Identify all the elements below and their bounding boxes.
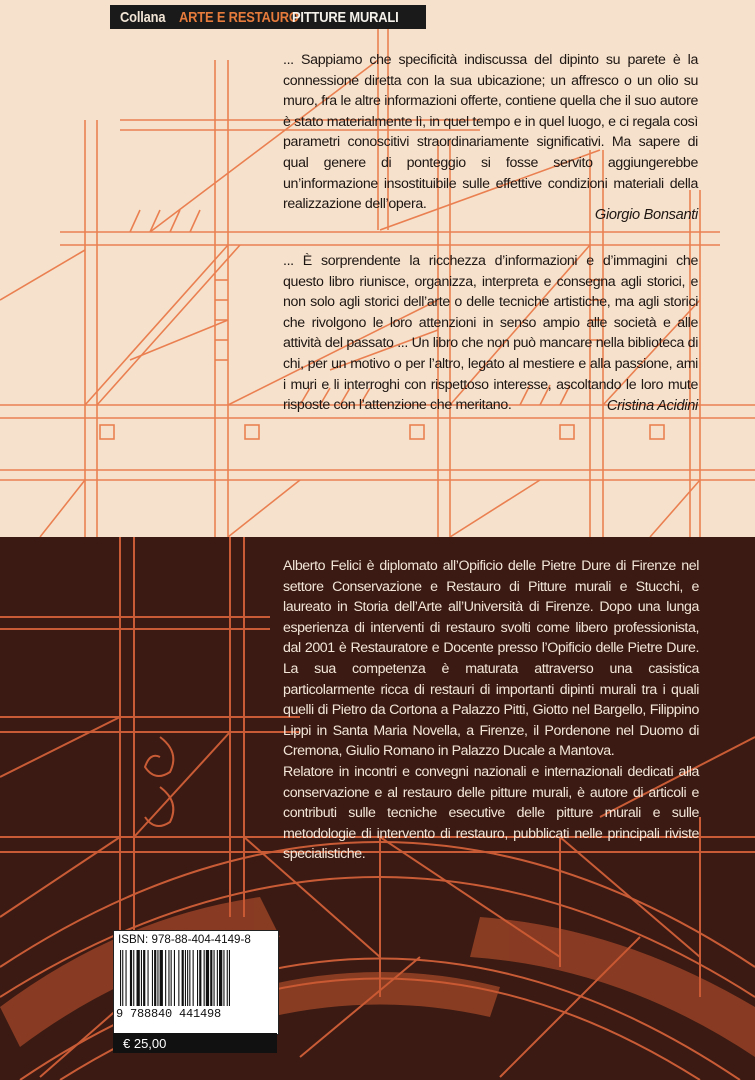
- series-header: [0, 0, 755, 32]
- barcode-bar: [185, 950, 186, 1006]
- upper-panel: [0, 0, 755, 537]
- author-biography: [283, 556, 699, 865]
- barcode-bar: [217, 950, 218, 1006]
- barcode-bar: [187, 950, 188, 1006]
- series-pitture-murali-label: PITTURE MURALI: [292, 8, 399, 26]
- barcode-bar: [182, 950, 184, 1006]
- quote-bonsanti: [283, 50, 698, 215]
- barcode-bar: [193, 950, 194, 1006]
- barcode-bar: [120, 950, 121, 1006]
- quote-acidini-text: ... È sorprendente la ricchezza d’informazioni e d’immagini che questo libro riunisce, organizza, interpreta e consegna agli storici, e non solo agli storici dell’arte o delle tecniche artistiche, ma agli storici che rivolgono le loro attenzioni in senso ampio alle società e alle attività del passato ... Un libro che non può mancare nella biblioteca di chi, per un motivo o per l’altro, legato al mestiere e alla passione, ami i muri e li interroghi con rispettoso interesse, ascoltando le loro mute risposte con l’attenzione che meritano.: [283, 253, 698, 414]
- barcode-bars: [118, 950, 274, 1008]
- barcode-digits: 9 788840 441498: [116, 1007, 222, 1021]
- barcode-bar: [206, 950, 209, 1006]
- barcode-bar: [160, 950, 163, 1006]
- series-arte-restauro-label: ARTE E RESTAURO: [178, 8, 299, 26]
- barcode-bar: [171, 950, 172, 1006]
- isbn-text: ISBN: 978-88-404-4149-8: [118, 933, 251, 946]
- barcode-bar: [130, 950, 132, 1006]
- barcode-bar: [219, 950, 222, 1006]
- barcode-bar: [141, 950, 142, 1006]
- barcode-bar: [165, 950, 166, 1006]
- price-label: [113, 1033, 277, 1053]
- barcode-bar: [223, 950, 224, 1006]
- barcode-bar: [126, 950, 127, 1006]
- barcode-label: [113, 930, 279, 1035]
- quote-acidini-author: Cristina Acidini: [606, 398, 698, 414]
- barcode-bar: [189, 950, 190, 1006]
- barcode-bar: [214, 950, 215, 1006]
- barcode-bar: [148, 950, 149, 1006]
- quote-bonsanti-author: Giorgio Bonsanti: [594, 207, 698, 223]
- barcode-bar: [197, 950, 198, 1006]
- barcode-bar: [229, 950, 230, 1006]
- barcode-bar: [168, 950, 169, 1006]
- barcode-bar: [152, 950, 153, 1006]
- barcode-bar: [178, 950, 179, 1006]
- series-label-box: [110, 5, 426, 29]
- barcode-bar: [174, 950, 175, 1006]
- barcode-bar: [204, 950, 205, 1006]
- barcode-bar: [154, 950, 156, 1006]
- barcode-bar: [143, 950, 145, 1006]
- quote-acidini: [283, 251, 698, 416]
- barcode-bar: [137, 950, 140, 1006]
- quote-bonsanti-text: ... Sappiamo che specificità indiscussa del dipinto su parete è la connessione diretta con la sua ubicazione; un affresco o un olio su muro, fra le altre informazioni offerte, contiene quella che il suo autore è stato materialmente lì, in quel tempo e in quel luogo, e ci regala così parametri conoscitivi straordinariamente significativi. Ma sapere di qual genere di ponteggio si fosse servito aggiungerebbe un’informazione insostituibile sulle effettive condizioni materiali della realizzazione dell’opera.: [283, 52, 698, 213]
- biography-paragraph-2: Relatore in incontri e convegni nazionali e internazionali dedicati alla conservazione e al restauro delle pitture murali, è autore di articoli e contributi sulle tecniche esecutive delle pitture murali e sulle metodologie di intervento di restauro, pubblicati nelle principali riviste specialistiche.: [283, 763, 699, 863]
- barcode-bar: [133, 950, 134, 1006]
- series-collana-label: Collana: [120, 8, 166, 26]
- barcode-bar: [157, 950, 158, 1006]
- price-text: € 25,00: [123, 1035, 167, 1051]
- barcode-bar: [227, 950, 228, 1006]
- barcode-bar: [199, 950, 201, 1006]
- biography-paragraph-1: Alberto Felici è diplomato all’Opificio delle Pietre Dure di Firenze nel settore Conservazione e Restauro di Pitture murali e Stucchi, e laureato in Storia dell’Arte all’Università di Firenze. Dopo una lunga esperienza di interventi di restauro svolti come libero professionista, dal 2001 è Restauratore e Docente presso l’Opificio delle Pietre Dure. La sua competenza è maturata attraverso una casistica particolarmente ricca di restauri di importanti dipinti murali tra i quali quelli di Pietro da Cortona a Palazzo Pitti, Giotto nel Bargello, Filippino Lippi in Santa Maria Novella, a Firenze, il Pordenone nel Duomo di Cremona, Giulio Romano in Palazzo Ducale a Mantova.: [283, 558, 699, 760]
- barcode-bar: [122, 950, 123, 1006]
- barcode-bar: [210, 950, 212, 1006]
